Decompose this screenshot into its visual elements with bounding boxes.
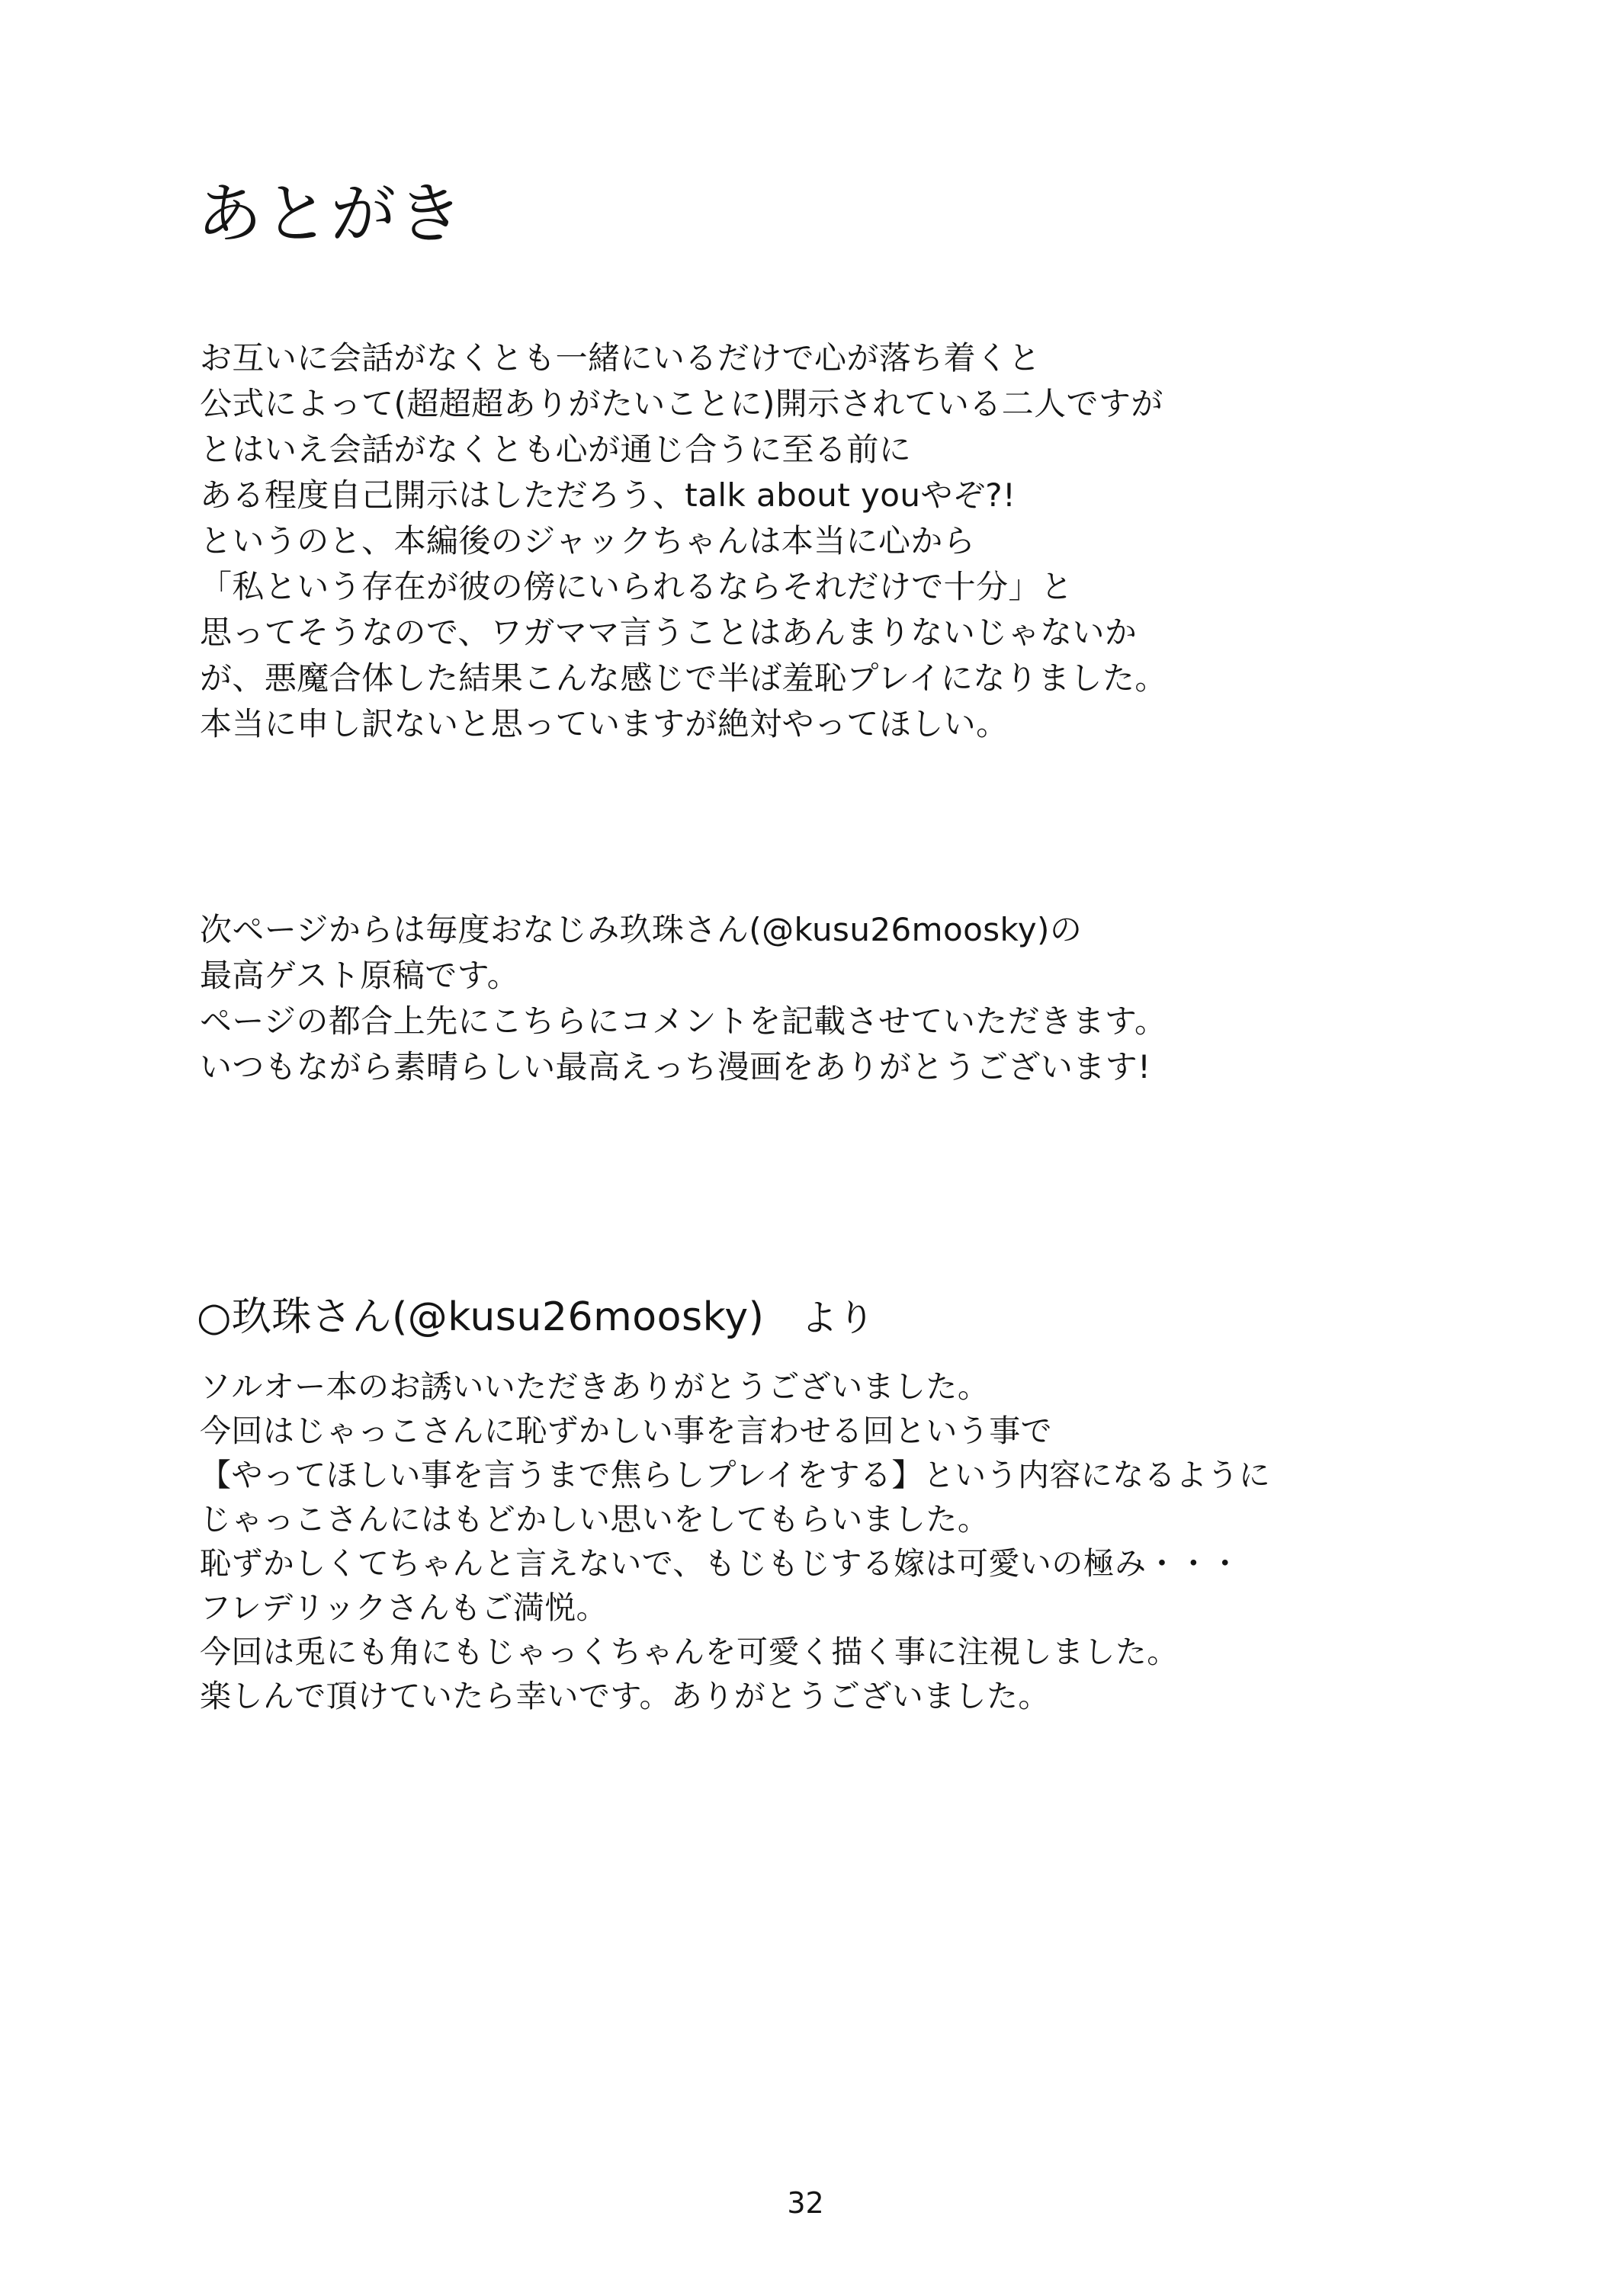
guest-comment-line: 恥ずかしくてちゃんと言えないで、もじもじする嫁は可愛いの極み・・・ xyxy=(200,1545,1241,1582)
author-note-line: 思ってそうなので、ワガママ言うことはあんまりないじゃないか xyxy=(200,614,1138,651)
guest-comment-line: 今回はじゃっこさんに恥ずかしい事を言わせる回という事で xyxy=(200,1413,1053,1449)
guest-comment-line: 楽しんで頂けていたら幸いです。ありがとうございました。 xyxy=(200,1678,1050,1714)
guest-name: ○玖珠さん(@kusu26moosky) xyxy=(197,1294,765,1340)
guest-intro-paragraph xyxy=(200,907,1167,1090)
guest-comment-line: ソルオー本のお誘いいただきありがとうございました。 xyxy=(200,1368,990,1405)
guest-comment-line: 【やってほしい事を言うまで焦らしプレイをする】という内容になるように xyxy=(200,1457,1271,1493)
author-note-line: お互いに会話がなくとも一緒にいるだけで心が落ち着くと xyxy=(200,339,1041,377)
guest-comment-line: じゃっこさんにはもどかしい思いをしてもらいました。 xyxy=(200,1501,990,1538)
guest-comment-line: フレデリックさんもご満悦。 xyxy=(200,1589,608,1626)
author-note-line: 本当に申し訳ないと思っていますが絶対やってほしい。 xyxy=(200,705,1009,742)
guest-comment-paragraph xyxy=(200,1364,1270,1718)
page-title: あとがき xyxy=(197,176,464,252)
author-note-line: が、悪魔合体した結果こんな感じで半ば羞恥プレイになりました。 xyxy=(200,659,1167,697)
guest-section-heading xyxy=(197,1296,875,1339)
author-note-line: ある程度自己開示はしただろう、talk about youやぞ?! xyxy=(200,476,1016,514)
author-note-line: とはいえ会話がなくとも心が通じ合うに至る前に xyxy=(200,431,912,468)
page-number: 32 xyxy=(787,2186,824,2220)
guest-comment-line: 今回は兎にも角にもじゃっくちゃんを可愛く描く事に注視しました。 xyxy=(200,1634,1179,1670)
author-note-paragraph xyxy=(200,335,1167,747)
guest-intro-line: 次ページからは毎度おなじみ玖珠さん(@kusu26moosky)の xyxy=(200,911,1083,948)
guest-byline: より xyxy=(801,1297,875,1339)
guest-intro-line: いつもながら素晴らしい最高えっち漫画をありがとうございます! xyxy=(200,1048,1151,1085)
author-note-line: 「私という存在が彼の傍にいられるならそれだけで十分」と xyxy=(200,568,1073,605)
author-note-line: というのと、本編後のジャックちゃんは本当に心から xyxy=(200,522,976,560)
guest-intro-line: 最高ゲスト原稿です。 xyxy=(200,957,520,994)
author-note-line: 公式によって(超超超ありがたいことに)開示されている二人ですが xyxy=(200,385,1163,422)
guest-intro-line: ページの都合上先にこちらにコメントを記載させていただきます。 xyxy=(200,1002,1167,1040)
